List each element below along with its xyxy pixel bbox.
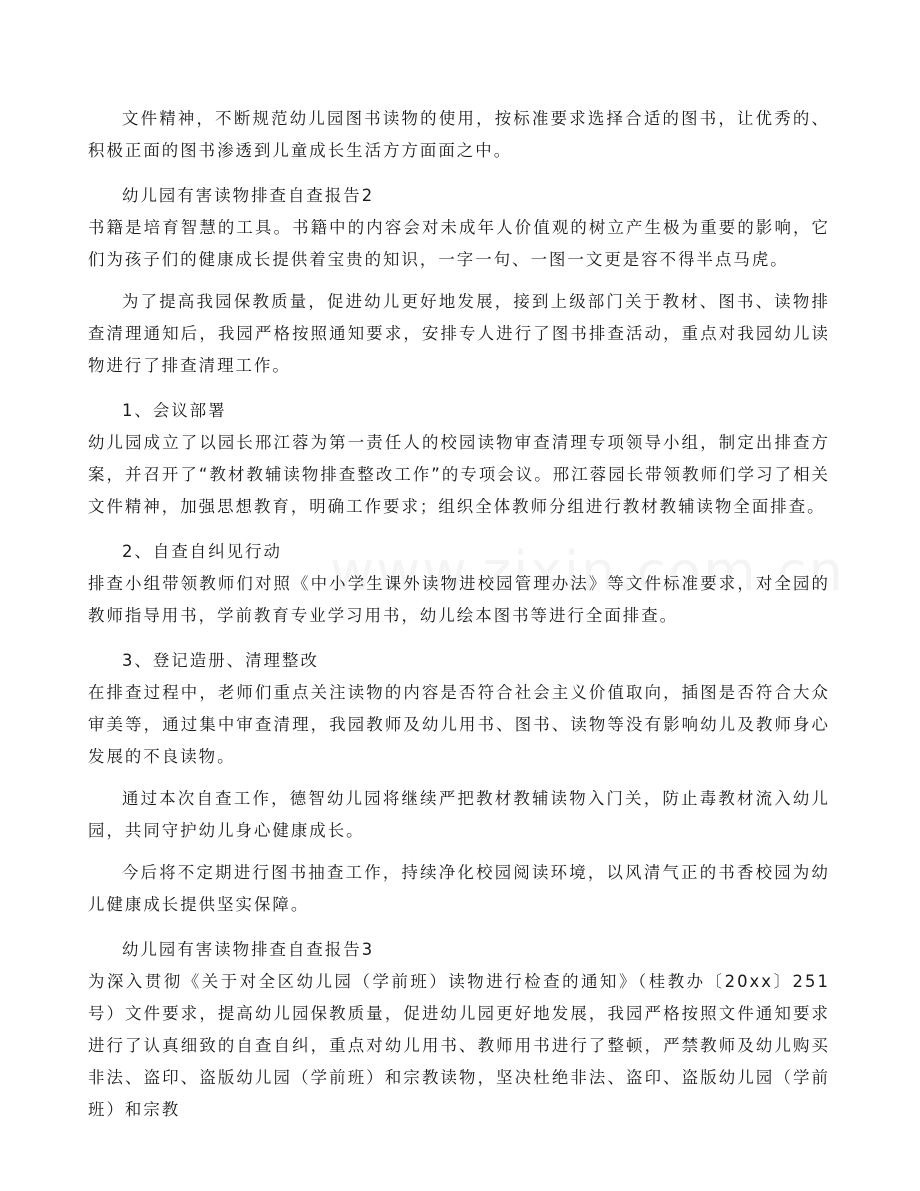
section-heading-report-2: 幼儿园有害读物排查自查报告2 (122, 186, 375, 205)
subheading-registration: 3、登记造册、清理整改 (122, 651, 319, 670)
subheading-self-check: 2、自查自纠见行动 (122, 542, 283, 561)
paragraph-books-intro: 书籍是培育智慧的工具。书籍中的内容会对未成年人价值观的树立产生极为重要的影响，它们为孩子们的健康成长提供着宝贵的知识，一字一句、一图一文更是容不得半点马虎。 (88, 218, 830, 269)
section-heading-report-3: 幼儿园有害读物排查自查报告3 (122, 940, 375, 959)
paragraph-continuation: 文件精神，不断规范幼儿园图书读物的使用，按标准要求选择合适的图书，让优秀的、积极正面的图书渗透到儿童成长生活方方面面之中。 (88, 109, 830, 160)
paragraph-registration: 在排查过程中，老师们重点关注读物的内容是否符合社会主义价值取向，插图是否符合大众审美等，通过集中审查清理，我园教师及幼儿用书、图书、读物等没有影响幼儿及教师身心发展的不良读物。 (88, 683, 830, 766)
document-body (88, 103, 830, 1126)
paragraph-report-3: 为深入贯彻《关于对全区幼儿园（学前班）读物进行检查的通知》（桂教办〔20xx〕251号）文件要求，提高幼儿园保教质量，促进幼儿园更好地发展，我园严格按照文件通知要求进行了认真细致的自查自纠，重点对幼儿用书、教师用书进行了整顿，严禁教师及幼儿购买非法、盗印、盗版幼儿园（学前班）和宗教读物，坚决杜绝非法、盗印、盗版幼儿园（学前班）和宗教 (88, 972, 830, 1119)
paragraph-self-check: 排查小组带领教师们对照《中小学生课外读物进校园管理办法》等文件标准要求，对全园的教师指导用书，学前教育专业学习用书，幼儿绘本图书等进行全面排查。 (88, 574, 830, 625)
subheading-meeting: 1、会议部署 (122, 401, 227, 420)
paragraph-meeting: 幼儿园成立了以园长邢江蓉为第一责任人的校园读物审查清理专项领导小组，制定出排查方案，并召开了“教材教辅读物排查整改工作”的专项会议。邢江蓉园长带领教师们学习了相关文件精神，加强思想教育，明确工作要求；组织全体教师分组进行教材教辅读物全面排查。 (88, 433, 830, 516)
paragraph-purpose: 为了提高我园保教质量，促进幼儿更好地发展，接到上级部门关于教材、图书、读物排查清理通知后，我园严格按照通知要求，安排专人进行了图书排查活动，重点对我园幼儿读物进行了排查清理工作。 (88, 292, 830, 375)
paragraph-future: 今后将不定期进行图书抽查工作，持续净化校园阅读环境，以风清气正的书香校园为幼儿健康成长提供坚实保障。 (88, 863, 830, 914)
paragraph-conclusion: 通过本次自查工作，德智幼儿园将继续严把教材教辅读物入门关，防止毒教材流入幼儿园，共同守护幼儿身心健康成长。 (88, 789, 830, 840)
